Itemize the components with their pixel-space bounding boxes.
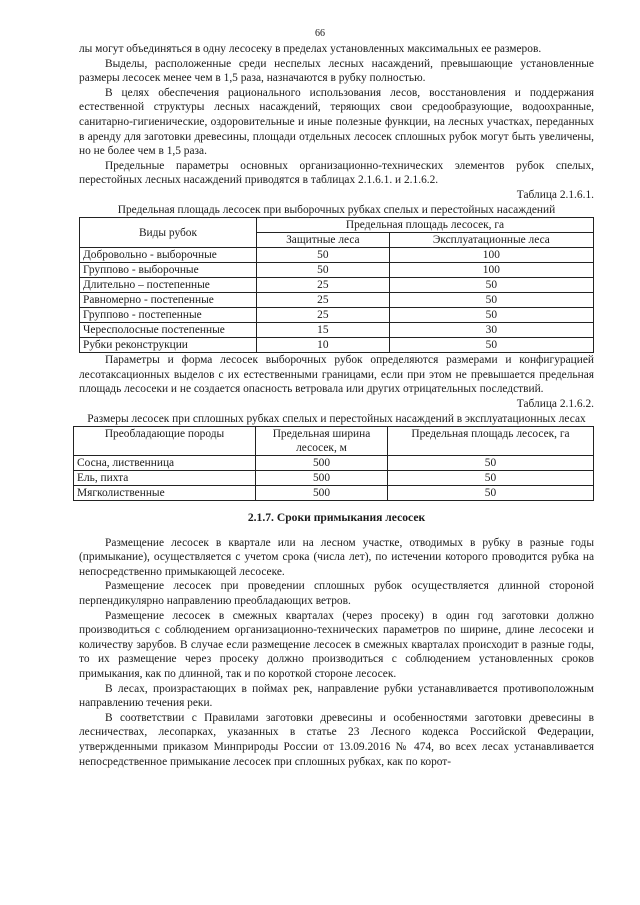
table-cell: 50	[389, 308, 593, 323]
table-cell: 50	[389, 293, 593, 308]
table1-label: Таблица 2.1.6.1.	[516, 188, 594, 201]
table-cell: 500	[256, 471, 388, 486]
table-cell: 50	[257, 263, 390, 278]
table-cell: Равномерно - постепенные	[80, 293, 257, 308]
paragraph: Размещение лесосек при проведении сплошных рубок осуществляется длинной стороной перпендикулярно направлению преобладающих ветров.	[79, 580, 594, 608]
table-cell: 50	[388, 486, 594, 501]
table-row	[80, 323, 594, 338]
table-cell: 25	[257, 293, 390, 308]
paragraph: Параметры и форма лесосек выборочных рубок определяются размерами и конфигурацией лесотаксационных выделов с их естественными границами, если при этом не превышается предельная площадь лесосеки и не создается опасность ветровала или других отрицательных последствий.	[79, 354, 594, 396]
paragraph: Предельные параметры основных организационно-технических элементов рубок спелых, перестойных лесных насаждений приводятся в таблицах 2.1.6.1. и 2.1.6.2.	[79, 159, 594, 187]
table-cell: Рубки реконструкции	[80, 338, 257, 353]
table-cell: Ель, пихта	[74, 471, 256, 486]
table2-header-area: Предельная площадь лесосек, га	[388, 427, 594, 456]
table-cell: 50	[388, 471, 594, 486]
table1-header-protective: Защитные леса	[257, 233, 390, 248]
table-cell: Сосна, лиственница	[74, 456, 256, 471]
table-cell: Группово - постепенные	[80, 308, 257, 323]
table2-title: Размеры лесосек при сплошных рубках спелых и перестойных насаждений в эксплуатационных лесах	[87, 412, 586, 425]
table-row	[74, 486, 594, 501]
table-row	[80, 308, 594, 323]
table2	[73, 426, 594, 501]
table1-header-felling-type: Виды рубок	[80, 218, 257, 248]
table-cell: 500	[256, 456, 388, 471]
table-cell: Длительно – постепенные	[80, 278, 257, 293]
paragraph: В лесах, произрастающих в поймах рек, направление рубки устанавливается противоположным направлению течения реки.	[79, 682, 594, 710]
table1	[79, 217, 594, 353]
paragraph: Размещение лесосек в смежных кварталах (через просеку) в один год заготовки должно производиться с соблюдением организационно-технических параметров по ширине, длине лесосеки и количеству зарубов. В случае если размещение лесосек в смежных кварталах происходит в разные годы, то их размещение через просеку должно производиться с соблюдением установленных сроков примыкания, как по длинной, так и по короткой стороне лесосек.	[79, 609, 594, 681]
table-cell: 30	[389, 323, 593, 338]
paragraph: Выделы, расположенные среди неспелых лесных насаждений, превышающие установленные размеры лесосек менее чем в 1,5 раза, назначаются в рубку полностью.	[79, 57, 594, 85]
table-cell: 50	[389, 278, 593, 293]
table-cell: Мягколиственные	[74, 486, 256, 501]
table-cell: Группово - выборочные	[80, 263, 257, 278]
paragraph: лы могут объединяться в одну лесосеку в пределах установленных максимальных ее размеров.	[79, 43, 542, 55]
section-heading: 2.1.7. Сроки примыкания лесосек	[247, 511, 426, 525]
table2-label: Таблица 2.1.6.2.	[516, 397, 594, 410]
paragraph: Размещение лесосек в квартале или на лесном участке, отводимых в рубку в разные годы (примыкание), осуществляется с учетом срока (числа лет), по истечении которого проводится рубка на непосредственно примыкающей лесосеке.	[79, 536, 594, 578]
table-row	[74, 471, 594, 486]
table-row	[80, 263, 594, 278]
table-row	[80, 293, 594, 308]
table-cell: 100	[389, 248, 593, 263]
page-number: 66	[315, 28, 325, 39]
table-row	[80, 278, 594, 293]
table-cell: 25	[257, 278, 390, 293]
table-cell: Добровольно - выборочные	[80, 248, 257, 263]
document-body	[79, 42, 594, 769]
table2-header-width: Предельная ширина лесосек, м	[256, 427, 388, 456]
table-cell: 15	[257, 323, 390, 338]
table1-header-exploitation: Эксплуатационные леса	[389, 233, 593, 248]
table-cell: Чересполосные постепенные	[80, 323, 257, 338]
table-row	[80, 338, 594, 353]
table-cell: 50	[389, 338, 593, 353]
table-cell: 10	[257, 338, 390, 353]
table-row	[74, 456, 594, 471]
table2-header-species: Преобладающие породы	[74, 427, 256, 456]
table-cell: 50	[257, 248, 390, 263]
table-cell: 100	[389, 263, 593, 278]
table1-header-group: Предельная площадь лесосек, га	[257, 218, 594, 233]
paragraph: В соответствии с Правилами заготовки древесины и особенностями заготовки древесины в лесничествах, лесопарках, указанных в статье 23 Лесного кодекса Российской Федерации, утвержденными приказом Минприроды России от 13.09.2016 № 474, во всех лесах устанавливается непосредственное примыкание лесосек при сплошных рубках, как по корот-	[79, 711, 594, 768]
table-cell: 50	[388, 456, 594, 471]
table-cell: 25	[257, 308, 390, 323]
table-cell: 500	[256, 486, 388, 501]
paragraph: В целях обеспечения рационального использования лесов, восстановления и поддержания естественной структуры лесных насаждений, теряющих свои средообразующие, водоохранные, санитарно-гигиенические, оздоровительные и иные полезные функции, на лесных участках, переданных в аренду для заготовки древесины, площади отдельных лесосек сплошных рубок могут быть увеличены, но не более чем в 1,5 раза.	[79, 86, 594, 158]
table-row	[80, 248, 594, 263]
table1-title: Предельная площадь лесосек при выборочных рубках спелых и перестойных насаждений	[117, 203, 556, 216]
